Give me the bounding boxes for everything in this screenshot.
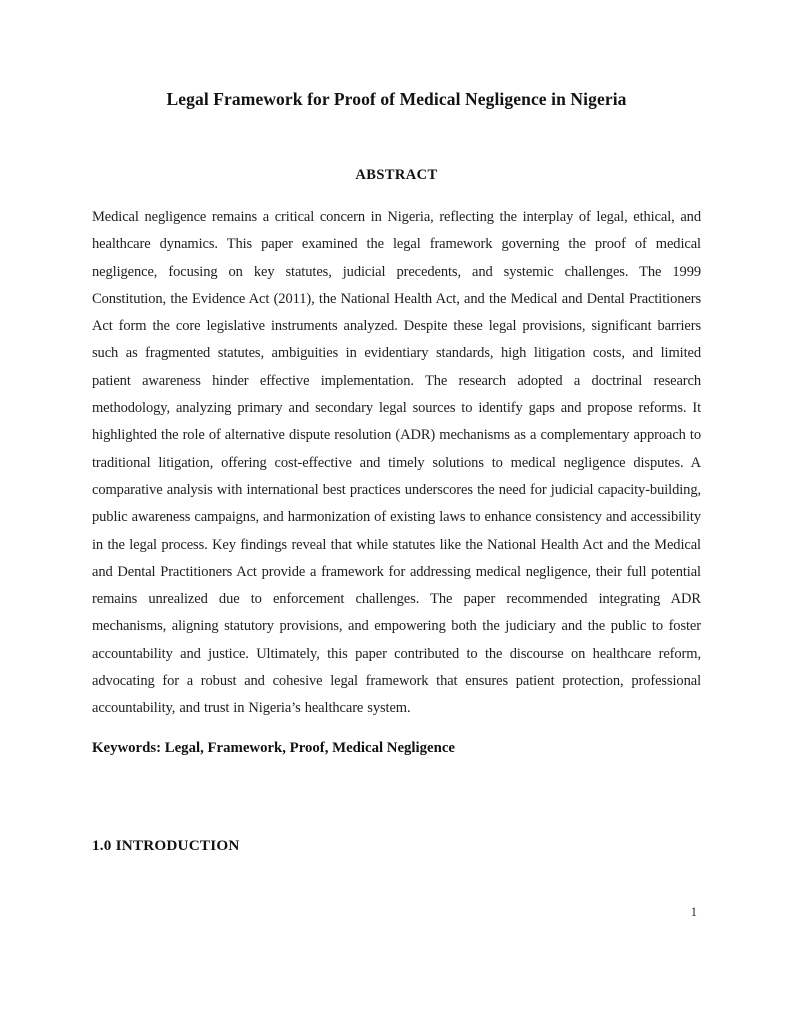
keywords-line: Keywords: Legal, Framework, Proof, Medical Negligence: [92, 739, 455, 756]
paper-title: Legal Framework for Proof of Medical Negligence in Nigeria: [166, 89, 627, 109]
section-heading-introduction: 1.0 INTRODUCTION: [92, 836, 240, 854]
abstract-paragraph: Medical negligence remains a critical concern in Nigeria, reflecting the interplay of legal, ethical, and healthcare dynamics. This paper examined the legal framework governing the proof of medical negligence, focusing on key statutes, judicial precedents, and systemic challenges. The 1999 Constitution, the Evidence Act (2011), the National Health Act, and the Medical and Dental Practitioners Act form the core legislative instruments analyzed. Despite these legal provisions, significant barriers such as fragmented statutes, ambiguities in evidentiary standards, high litigation costs, and limited patient awareness hinder effective implementation. The research adopted a doctrinal research methodology, analyzing primary and secondary legal sources to identify gaps and propose reforms. It highlighted the role of alternative dispute resolution (ADR) mechanisms as a complementary approach to traditional litigation, offering cost-effective and timely solutions to medical negligence disputes. A comparative analysis with international best practices underscores the need for judicial capacity-building, public awareness campaigns, and harmonization of existing laws to enhance consistency and accessibility in the legal process. Key findings reveal that while statutes like the National Health Act and the Medical and Dental Practitioners Act provide a framework for addressing medical negligence, their full potential remains unrealized due to enforcement challenges. The paper recommended integrating ADR mechanisms, aligning statutory provisions, and empowering both the judiciary and the public to foster accountability and justice. Ultimately, this paper contributed to the discourse on healthcare reform, advocating for a robust and cohesive legal framework that ensures patient protection, professional accountability, and trust in Nigeria’s healthcare system.: [92, 209, 701, 717]
page-number: 1: [690, 905, 697, 919]
abstract-heading: ABSTRACT: [355, 167, 438, 183]
